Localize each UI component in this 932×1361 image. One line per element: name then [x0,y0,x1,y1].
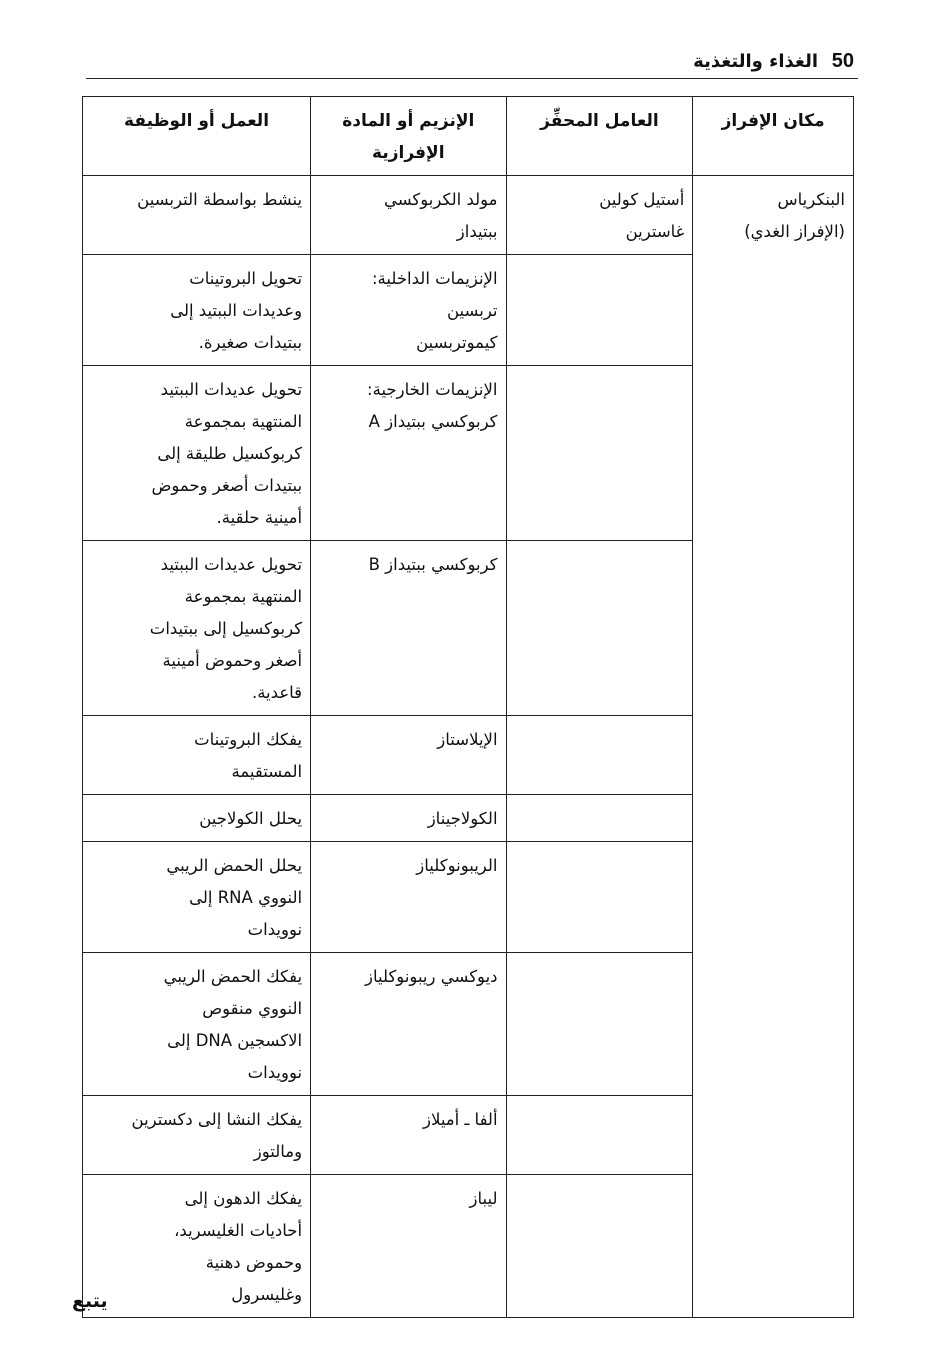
function-line: أمينية حلقية. [216,508,303,527]
header-factor: العامل المحفِّز [506,97,693,176]
cell-stimulating-factor [506,716,693,795]
table-header-row [83,97,854,176]
enzyme-line: الكولاجيناز [427,809,498,828]
cell-function [83,953,311,1096]
header-enzyme-line1: الإنزيم أو المادة [342,111,475,131]
cell-enzyme [311,176,506,255]
enzyme-line: ببتيداز [456,222,498,241]
cell-stimulating-factor [506,176,693,255]
function-line: النووي منقوص [202,999,303,1018]
cell-stimulating-factor [506,842,693,953]
function-line: تحويل البروتينات [189,269,303,288]
factor-line1: أستيل كولين [599,190,685,209]
cell-function [83,366,311,541]
function-line: النووي RNA إلى [189,888,303,907]
enzyme-line: كربوكسي ببتيداز A [368,412,498,431]
enzyme-line: مولد الكربوكسي [383,190,498,209]
function-line: تحويل عديدات الببتيد [160,380,303,399]
function-line: يفكك الدهون إلى [184,1189,303,1208]
chapter-title: الغذاء والتغذية [693,51,818,72]
cell-enzyme [311,953,506,1096]
cell-enzyme [311,1096,506,1175]
cell-function [83,1096,311,1175]
enzyme-line: الإنزيمات الداخلية: [372,269,498,288]
function-line: وغليسرول [231,1285,303,1304]
function-line: ببتيدات أصغر وحموض [151,476,303,495]
enzyme-line: الإيلاستاز [437,730,498,749]
function-line: الاكسجين DNA إلى [167,1031,303,1050]
function-line: يفكك البروتينات [194,730,303,749]
enzyme-line: ليباز [469,1189,498,1208]
page-header [86,48,858,79]
header-function: العمل أو الوظيفة [83,97,311,176]
function-line: نوويدات [247,1063,303,1082]
cell-function [83,842,311,953]
enzyme-line: الريبونوكلياز [416,856,498,875]
enzymes-table [82,96,854,1318]
function-line: كربوكسيل طليقة إلى [157,444,303,463]
function-line: المنتهية بمجموعة [184,587,303,606]
cell-enzyme [311,842,506,953]
cell-stimulating-factor [506,1175,693,1318]
function-line: يفكك النشا إلى دكسترين [131,1110,303,1129]
cell-stimulating-factor [506,1096,693,1175]
function-line: أصغر وحموض أمينية [162,651,303,670]
function-line: يفكك الحمض الريبي [163,967,303,986]
function-line: وعديدات الببتيد إلى [170,301,303,320]
place-line1: البنكرياس [777,190,845,209]
header-enzyme [311,97,506,176]
function-line: تحويل عديدات الببتيد [160,555,303,574]
function-line: المستقيمة [231,762,303,781]
function-line: ينشط بواسطة التربسين [137,190,303,209]
function-line: ومالتوز [253,1142,303,1161]
function-line: يحلل الكولاجين [199,809,303,828]
enzyme-line: ديوكسي ريبونوكلياز [365,967,498,986]
cell-enzyme [311,1175,506,1318]
function-line: كربوكسيل إلى ببتيدات [149,619,303,638]
cell-function [83,255,311,366]
enzyme-line: ألفا ـ أميلاز [423,1110,498,1129]
follow-label: يتبع [72,1290,108,1312]
header-enzyme-line2: الإفرازية [372,143,445,163]
place-line2: (الإفراز الغدي) [744,222,845,241]
cell-enzyme [311,541,506,716]
function-line: المنتهية بمجموعة [184,412,303,431]
cell-enzyme [311,795,506,842]
cell-function [83,541,311,716]
cell-function [83,176,311,255]
header-place: مكان الإفراز [693,97,854,176]
cell-stimulating-factor [506,255,693,366]
enzyme-line: الإنزيمات الخارجية: [367,380,498,399]
enzyme-line: كيموتربسين [416,333,498,352]
cell-function [83,1175,311,1318]
cell-function [83,795,311,842]
function-line: قاعدية. [251,683,303,702]
page-number: 50 [831,50,854,72]
cell-enzyme [311,366,506,541]
factor-line2: غاسترين [625,222,685,241]
table-row [83,176,854,255]
function-line: أحاديات الغليسريد، [174,1221,303,1240]
function-line: نوويدات [247,920,303,939]
function-line: ببتيدات صغيرة. [198,333,303,352]
cell-stimulating-factor [506,795,693,842]
cell-stimulating-factor [506,541,693,716]
cell-enzyme [311,716,506,795]
cell-secretion-place [693,176,854,1318]
cell-stimulating-factor [506,953,693,1096]
enzyme-line: تربسين [446,301,498,320]
function-line: وحموض دهنية [205,1253,303,1272]
cell-enzyme [311,255,506,366]
function-line: يحلل الحمض الريبي [166,856,303,875]
enzyme-line: كربوكسي ببتيداز B [368,555,498,574]
cell-stimulating-factor [506,366,693,541]
cell-function [83,716,311,795]
